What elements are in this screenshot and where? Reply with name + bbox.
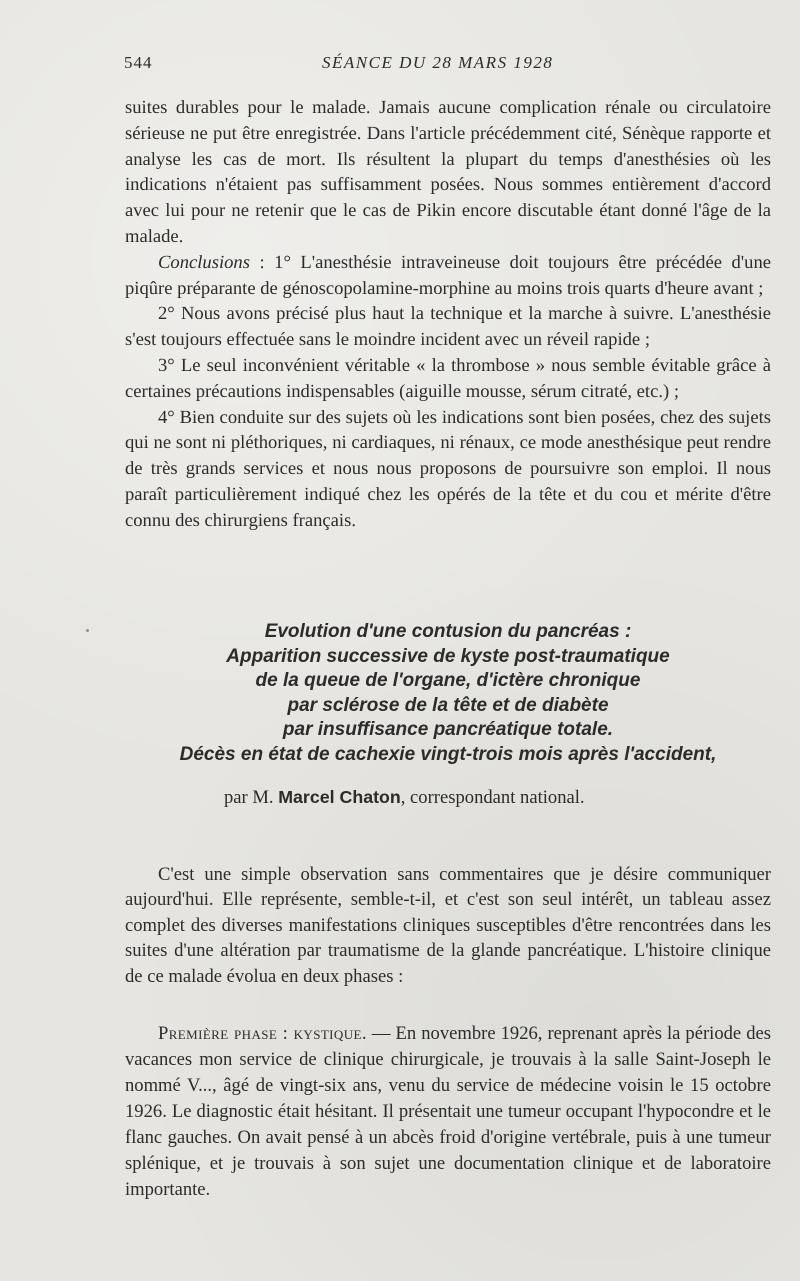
article-phase-section [125, 1002, 771, 1221]
byline-prefix: par M. [224, 787, 279, 808]
running-head-title: SÉANCE DU 28 MARS 1928 [322, 53, 554, 72]
print-speck [86, 629, 89, 632]
author-name: Marcel Chaton [278, 787, 401, 807]
conclusion-3: 3° Le seul inconvénient véritable « la thrombose » nous semble évitable grâce à certaines précautions indispensables (aiguille mousse, sérum citraté, etc.) ; [125, 354, 771, 402]
paragraph: suites durables pour le malade. Jamais aucune complication rénale ou circulatoire sérieuse ne put être enregistrée. Dans l'article précédemment cité, Sénèque rapporte et analyse les cas de mort. Ils résultent la plupart du temps d'anesthésies où les indications n'étaient pas suffisamment posées. Nous sommes entièrement d'accord avec lui pour ne retenir que le cas de Pikin encore discutable étant donné l'âge de la malade. [125, 97, 771, 247]
running-head [124, 53, 778, 79]
phase-heading: Première phase : kystique. [158, 1022, 367, 1044]
conclusion-2: 2° Nous avons précisé plus haut la technique et la marche à suivre. L'anesthésie s'est toujours effectuée sans le moindre incident avec un réveil rapide ; [125, 303, 771, 351]
title-line: par sclérose de la tête et de diabète [287, 694, 609, 716]
conclusion-1: : 1° L'anesthésie intraveineuse doit toujours être précédée d'une piqûre préparante de génoscopolamine-morphine au moins trois quarts d'heure avant ; [125, 251, 771, 299]
intro-paragraph: C'est une simple observation sans commentaires que je désire communiquer aujourd'hui. Elle représente, semble-t-il, et c'est son seul intérêt, un tableau assez complet des diverses manifestations cliniques susceptibles d'être rencontrées dans les suites d'une altération par traumatisme de la glande pancréatique. L'histoire clinique de ce malade évolua en deux phases : [125, 863, 771, 987]
conclusions-label: Conclusions [158, 251, 250, 273]
conclusion-4: 4° Bien conduite sur des sujets où les indications sont bien posées, chez des sujets qui ne sont ni pléthoriques, ni cardiaques, ni rénaux, ce mode anesthésique peut rendre de très grands services et nous nous proposons de poursuivre son emploi. Il nous paraît particulièrement indiqué chez les opérés de la tête et du cou et mérite d'être connu des chirurgiens français. [125, 406, 771, 531]
title-line: Apparition successive de kyste post-traumatique [226, 645, 670, 667]
title-line: de la queue de l'organe, d'ictère chronique [255, 670, 641, 692]
title-line: par insuffisance pancréatique totale. [282, 719, 614, 741]
title-line: Evolution d'une contusion du pancréas : [264, 621, 632, 642]
byline [224, 785, 585, 810]
phase-paragraph [125, 1021, 771, 1203]
conclusions-paragraph [125, 250, 771, 302]
phase-text: — En novembre 1926, reprenant après la période des vacances mon service de clinique chirurgicale, je trouvais à la salle Saint-Joseph le nommé V..., âgé de vingt-six ans, venu du service de médecine voisin le 15 octobre 1926. Le diagnostic était hésitant. Il présentait une tumeur occupant l'hypocondre et le flanc gauches. On avait pensé à un abcès froid d'origine vertébrale, puis à une tumeur splénique, et je trouvais à son sujet une documentation clinique et de laboratoire importante. [125, 1022, 772, 1200]
previous-article-text [125, 95, 771, 534]
title-line: Décès en état de cachexie vingt-trois mois après l'accident, [179, 743, 717, 765]
byline-suffix: , correspondant national. [400, 787, 585, 808]
article-title [110, 620, 786, 768]
page-number: 544 [124, 53, 153, 72]
article-intro [125, 843, 771, 1008]
